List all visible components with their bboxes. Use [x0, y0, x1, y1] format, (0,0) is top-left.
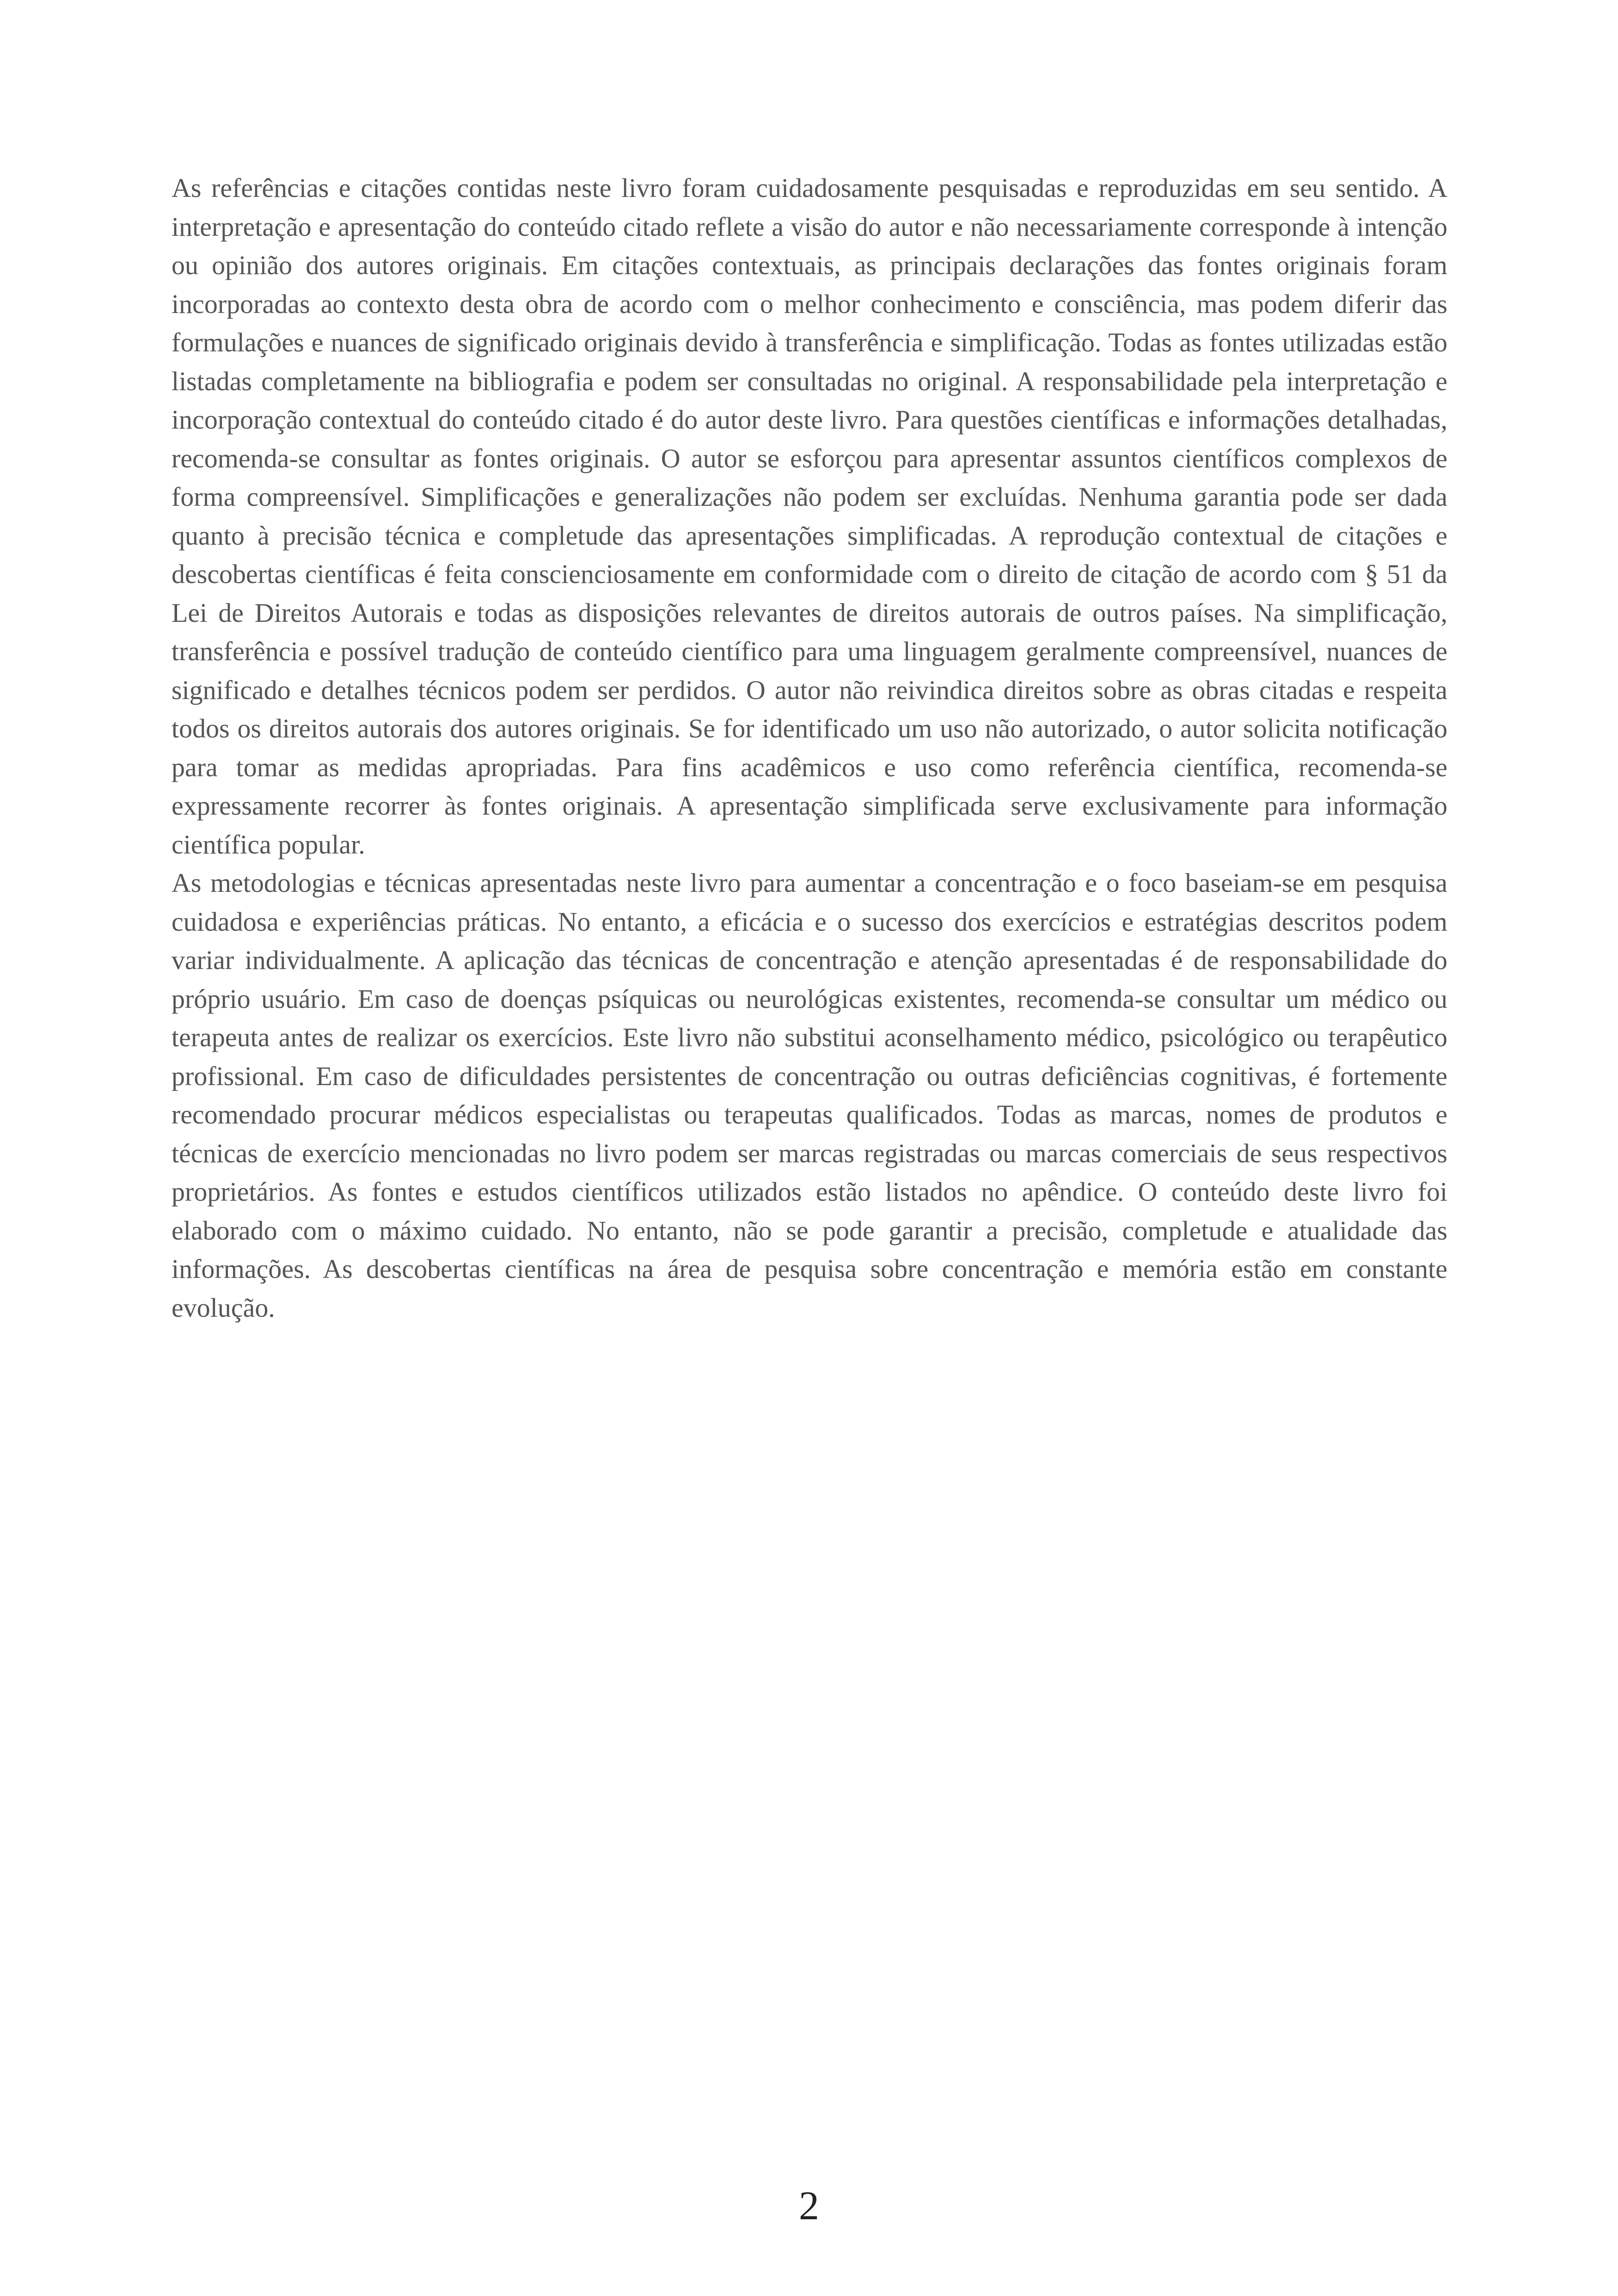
page-number: 2	[799, 2184, 819, 2228]
paragraph-citations-disclaimer: As referências e citações contidas neste livro foram cuidadosamente pesquisadas e reproduzidas em seu sentido. A interpretação e apresentação do conteúdo citado reflete a visão do autor e não necessariamente corresponde à intenção ou opinião dos autores originais. Em citações contextuais, as principais declarações das fontes originais foram incorporadas ao contexto desta obra de acordo com o melhor conhecimento e consciência, mas podem diferir das formulações e nuances de significado originais devido à transferência e simplificação. Todas as fontes utilizadas estão listadas completamente na bibliografia e podem ser consultadas no original. A responsabilidade pela interpretação e incorporação contextual do conteúdo citado é do autor deste livro. Para questões científicas e informações detalhadas, recomenda-se consultar as fontes originais. O autor se esforçou para apresentar assuntos científicos complexos de forma compreensível. Simplificações e generalizações não podem ser excluídas. Nenhuma garantia pode ser dada quanto à precisão técnica e completude das apresentações simplificadas. A reprodução contextual de citações e descobertas científicas é feita conscienciosamente em conformidade com o direito de citação de acordo com § 51 da Lei de Direitos Autorais e todas as disposições relevantes de direitos autorais de outros países. Na simplificação, transferência e possível tradução de conteúdo científico para uma linguagem geralmente compreensível, nuances de significado e detalhes técnicos podem ser perdidos. O autor não reivindica direitos sobre as obras citadas e respeita todos os direitos autorais dos autores originais. Se for identificado um uso não autorizado, o autor solicita notificação para tomar as medidas apropriadas. Para fins acadêmicos e uso como referência científica, recomenda-se expressamente recorrer às fontes originais. A apresentação simplificada serve exclusivamente para informação científica popular.	[172, 173, 1447, 859]
paragraph-methods-disclaimer: As metodologias e técnicas apresentadas neste livro para aumentar a concentração e o foco baseiam-se em pesquisa cuidadosa e experiências práticas. No entanto, a eficácia e o sucesso dos exercícios e estratégias descritos podem variar individualmente. A aplicação das técnicas de concentração e atenção apresentadas é de responsabilidade do próprio usuário. Em caso de doenças psíquicas ou neurológicas existentes, recomenda-se consultar um médico ou terapeuta antes de realizar os exercícios. Este livro não substitui aconselhamento médico, psicológico ou terapêutico profissional. Em caso de dificuldades persistentes de concentração ou outras deficiências cognitivas, é fortemente recomendado procurar médicos especialistas ou terapeutas qualificados. Todas as marcas, nomes de produtos e técnicas de exercício mencionadas no livro podem ser marcas registradas ou marcas comerciais de seus respectivos proprietários. As fontes e estudos científicos utilizados estão listados no apêndice. O conteúdo deste livro foi elaborado com o máximo cuidado. No entanto, não se pode garantir a precisão, completude e atualidade das informações. As descobertas científicas na área de pesquisa sobre concentração e memória estão em constante evolução.	[172, 868, 1447, 1323]
body-text	[172, 169, 1447, 1327]
